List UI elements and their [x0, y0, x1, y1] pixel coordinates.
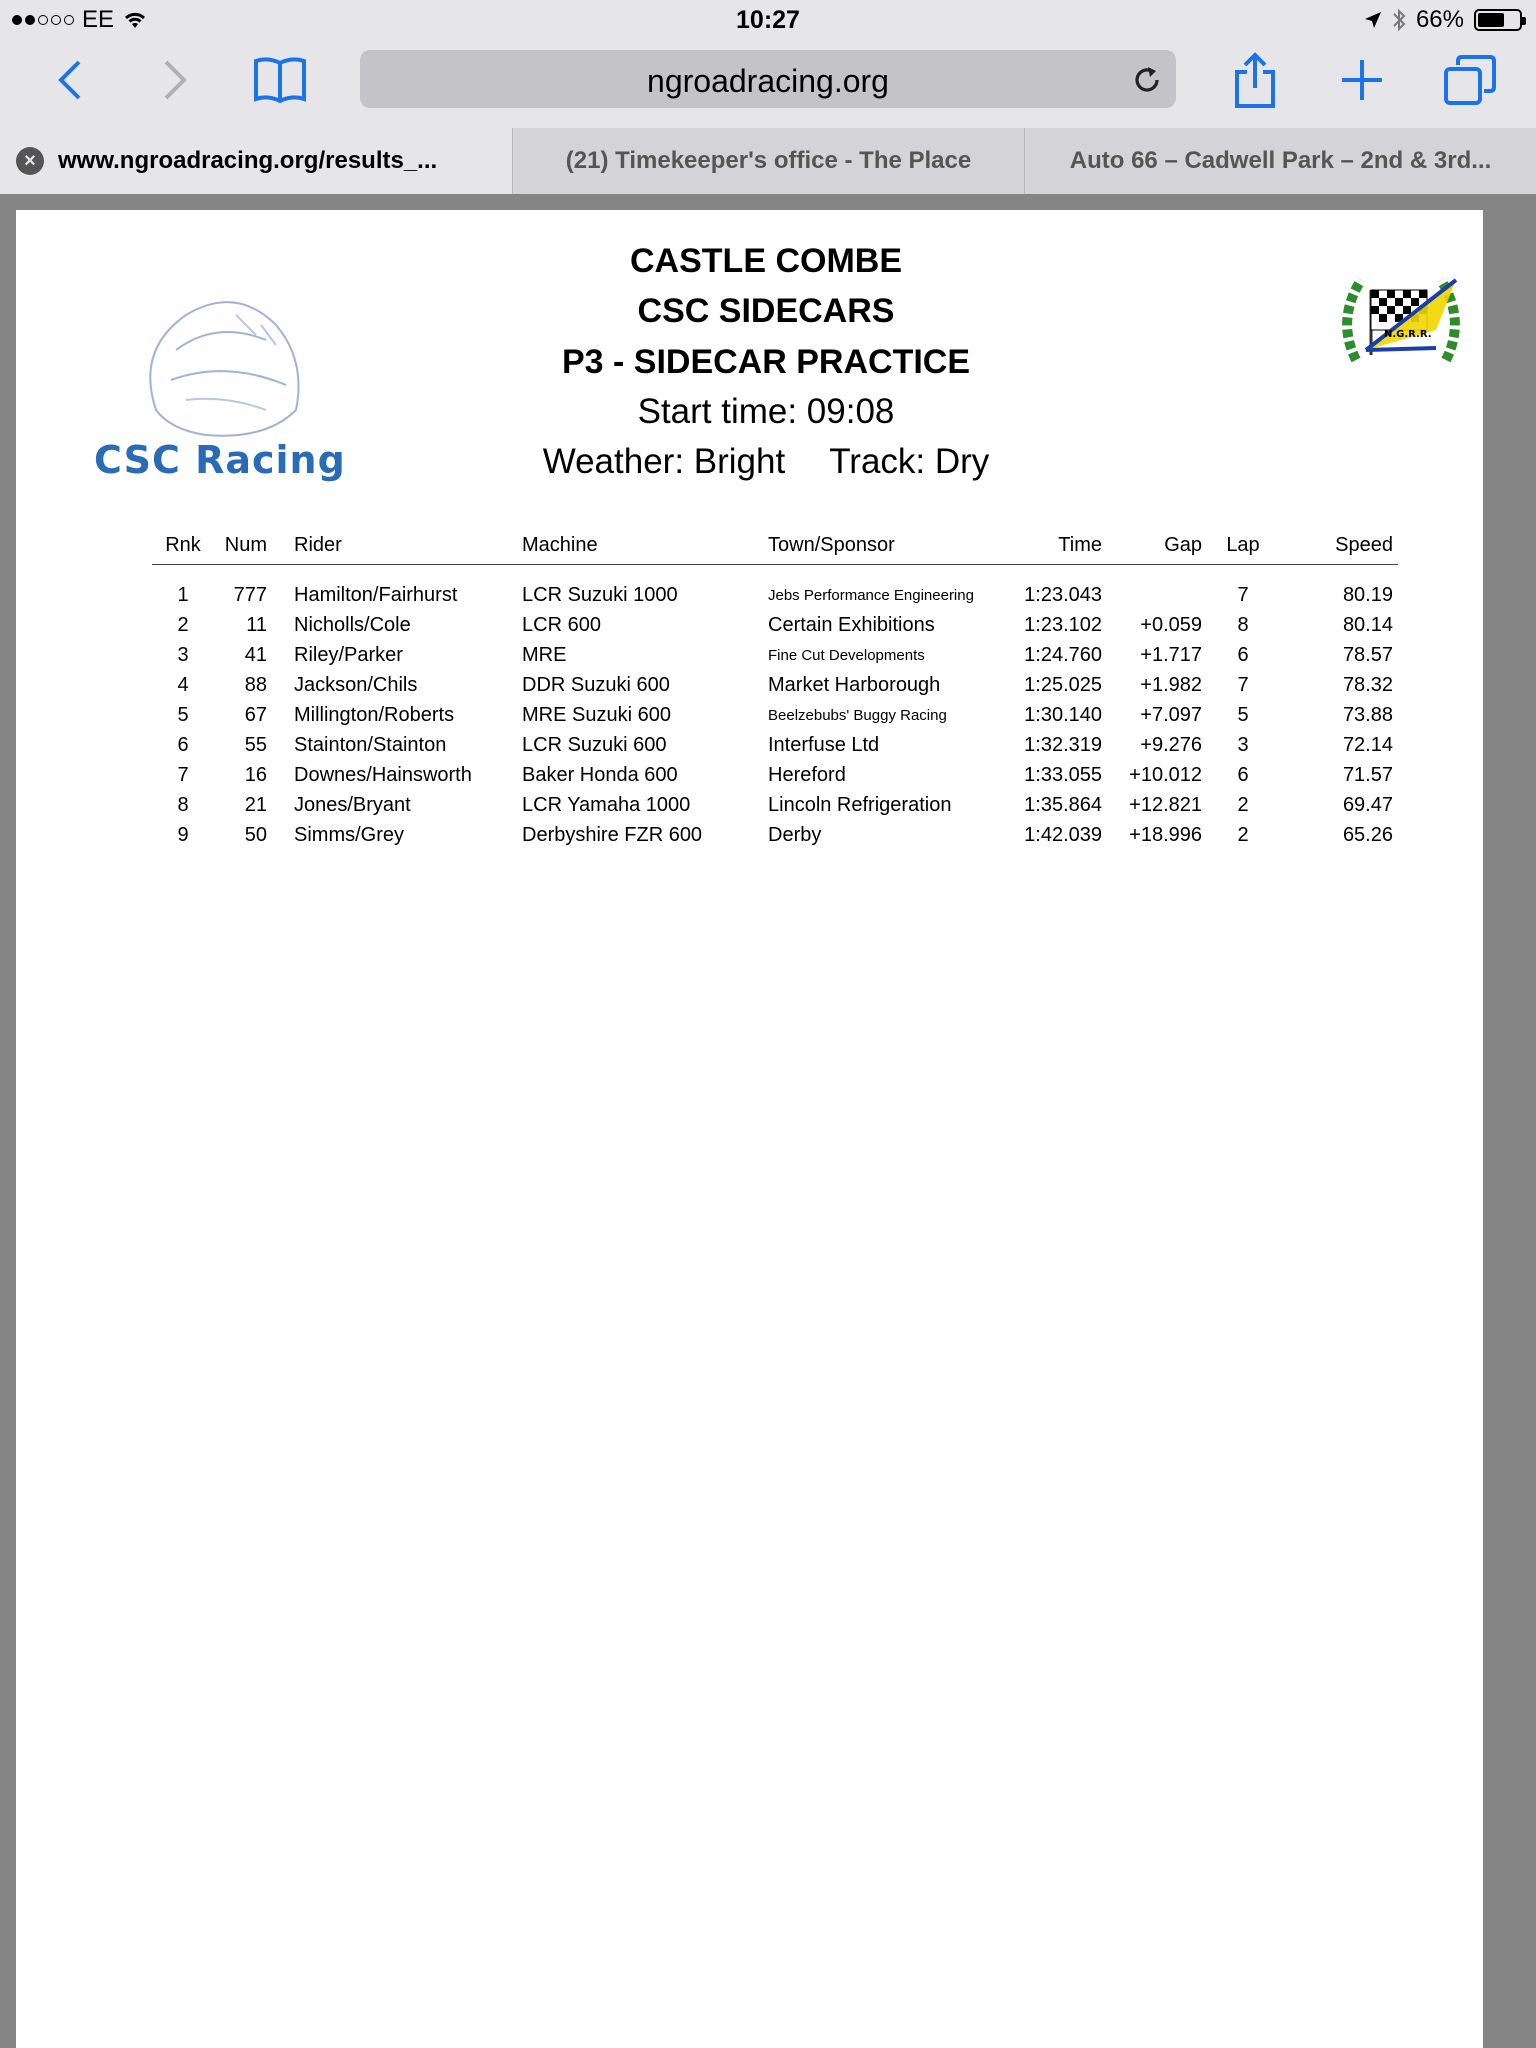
cell-rank: 8 — [177, 793, 189, 816]
location-arrow-icon — [1364, 11, 1382, 29]
session-title: P3 - SIDECAR PRACTICE — [561, 343, 971, 381]
cell-speed: 80.19 — [1342, 583, 1393, 606]
tab-results[interactable] — [0, 128, 512, 194]
cell-sponsor: Certain Exhibitions — [768, 613, 935, 636]
cell-rank: 2 — [177, 613, 189, 636]
cell-rider: Riley/Parker — [294, 643, 403, 666]
back-icon — [55, 58, 85, 102]
tab-label: (21) Timekeeper's office - The Place — [565, 147, 972, 174]
bluetooth-icon — [1392, 8, 1406, 32]
table-row — [152, 760, 1398, 790]
cell-time: 1:33.055 — [1024, 763, 1102, 786]
battery-icon — [1474, 9, 1522, 31]
cell-sponsor: Jebs Performance Engineering — [768, 586, 974, 604]
col-rnk: Rnk — [152, 532, 214, 564]
cell-lap: 2 — [1237, 793, 1249, 816]
cell-rider: Simms/Grey — [294, 823, 404, 846]
bookmarks-icon — [252, 55, 308, 105]
cell-machine: LCR Suzuki 1000 — [522, 583, 678, 606]
tab-timekeeper[interactable] — [512, 128, 1024, 194]
table-row — [152, 700, 1398, 730]
cell-time: 1:24.760 — [1024, 643, 1102, 666]
table-header — [152, 532, 1398, 564]
cell-lap: 6 — [1237, 763, 1249, 786]
cell-speed: 71.57 — [1342, 763, 1393, 786]
clock: 10:27 — [736, 6, 800, 34]
cell-rank: 9 — [177, 823, 189, 846]
cell-gap: +1.717 — [1140, 643, 1202, 666]
cell-sponsor: Derby — [768, 823, 822, 846]
battery-level — [1478, 13, 1504, 27]
results-table — [152, 532, 1398, 850]
table-row — [152, 580, 1398, 610]
cell-time: 1:35.864 — [1024, 793, 1102, 816]
cell-speed: 73.88 — [1342, 703, 1393, 726]
cell-time: 1:42.039 — [1024, 823, 1102, 846]
new-tab-icon — [1338, 56, 1386, 104]
cell-gap: +12.821 — [1129, 793, 1202, 816]
cell-time: 1:23.102 — [1024, 613, 1102, 636]
cell-rider: Downes/Hainsworth — [294, 763, 472, 786]
cell-rider: Millington/Roberts — [294, 703, 455, 726]
col-gap: Gap — [1107, 532, 1207, 564]
cell-lap: 7 — [1237, 673, 1249, 696]
logo-right-text: N.G.R.R. — [1384, 329, 1432, 340]
tab-label: www.ngroadracing.org/results_... — [58, 147, 438, 174]
battery-percent: 66% — [1415, 6, 1464, 33]
weather-text: Weather: Bright — [542, 442, 786, 481]
start-time: Start time: 09:08 — [637, 392, 895, 431]
tabs-icon — [1443, 54, 1497, 106]
cell-gap: +1.982 — [1140, 673, 1202, 696]
bookmarks-button[interactable] — [250, 50, 310, 110]
cell-number: 55 — [244, 733, 267, 756]
cell-machine: LCR Yamaha 1000 — [522, 793, 691, 816]
address-bar[interactable] — [360, 50, 1176, 108]
table-row — [152, 730, 1398, 760]
cell-rider: Jackson/Chils — [294, 673, 418, 696]
cell-number: 21 — [244, 793, 267, 816]
cell-machine: LCR Suzuki 600 — [522, 733, 667, 756]
cell-machine: Derbyshire FZR 600 — [522, 823, 703, 846]
cell-sponsor: Market Harborough — [768, 673, 941, 696]
cell-rank: 1 — [177, 583, 189, 606]
cell-rider: Stainton/Stainton — [294, 733, 447, 756]
forward-icon — [160, 58, 190, 102]
tab-auto66[interactable] — [1024, 128, 1536, 194]
status-bar — [0, 0, 1536, 40]
cell-time: 1:32.319 — [1024, 733, 1102, 756]
cell-speed: 78.32 — [1342, 673, 1393, 696]
cell-rider: Jones/Bryant — [294, 793, 411, 816]
share-button[interactable] — [1225, 50, 1285, 110]
cell-time: 1:25.025 — [1024, 673, 1102, 696]
cell-number: 11 — [246, 613, 267, 636]
cell-lap: 5 — [1237, 703, 1249, 726]
cell-gap: +18.996 — [1129, 823, 1202, 846]
cell-speed: 80.14 — [1342, 613, 1393, 636]
cell-machine: MRE Suzuki 600 — [522, 703, 671, 726]
forward-button[interactable] — [145, 50, 205, 110]
conditions-line — [16, 442, 1516, 482]
class-title: CSC SIDECARS — [637, 292, 895, 330]
cell-gap: +0.059 — [1140, 613, 1202, 636]
close-tab-icon[interactable]: × — [16, 147, 44, 175]
share-icon — [1233, 52, 1277, 108]
address-text: ngroadracing.org — [647, 63, 889, 99]
table-row — [152, 790, 1398, 820]
browser-toolbar — [0, 40, 1536, 128]
cell-number: 777 — [233, 583, 267, 606]
cell-machine: Baker Honda 600 — [522, 763, 678, 786]
cell-gap: +7.097 — [1140, 703, 1202, 726]
cell-gap: +10.012 — [1129, 763, 1202, 786]
cell-sponsor: Lincoln Refrigeration — [768, 793, 952, 816]
cell-rank: 5 — [177, 703, 189, 726]
cell-lap: 3 — [1237, 733, 1249, 756]
col-time: Time — [1011, 532, 1107, 564]
cell-sponsor: Hereford — [768, 763, 846, 786]
reload-icon[interactable] — [1130, 63, 1164, 97]
cell-lap: 6 — [1237, 643, 1249, 666]
cell-rank: 3 — [177, 643, 189, 666]
cell-number: 41 — [244, 643, 267, 666]
col-speed: Speed — [1279, 532, 1398, 564]
cell-number: 16 — [244, 763, 267, 786]
cell-machine: LCR 600 — [522, 613, 601, 636]
cell-number: 67 — [244, 703, 267, 726]
cell-rank: 4 — [177, 673, 189, 696]
tabs-button[interactable] — [1440, 50, 1500, 110]
cell-number: 88 — [244, 673, 267, 696]
tab-label: Auto 66 – Cadwell Park – 2nd & 3rd... — [1069, 147, 1492, 174]
cell-lap: 8 — [1237, 613, 1249, 636]
col-num: Num — [214, 532, 272, 564]
carrier-name: EE — [82, 6, 115, 33]
results-document[interactable] — [16, 210, 1483, 2048]
cell-lap: 2 — [1237, 823, 1249, 846]
cell-sponsor: Beelzebubs' Buggy Racing — [768, 706, 947, 724]
cell-lap: 7 — [1237, 583, 1249, 606]
col-rider: Rider — [272, 532, 517, 564]
col-lap: Lap — [1207, 532, 1279, 564]
table-row — [152, 640, 1398, 670]
cell-gap — [1107, 580, 1207, 610]
cell-speed: 78.57 — [1342, 643, 1393, 666]
track-text: Track: Dry — [829, 442, 990, 481]
cell-machine: MRE — [522, 643, 567, 666]
col-machine: Machine — [517, 532, 763, 564]
cell-time: 1:23.043 — [1024, 583, 1102, 606]
cell-gap: +9.276 — [1140, 733, 1202, 756]
cell-speed: 72.14 — [1342, 733, 1393, 756]
table-row — [152, 610, 1398, 640]
new-tab-button[interactable] — [1332, 50, 1392, 110]
tab-bar — [0, 128, 1536, 194]
cell-speed: 65.26 — [1342, 823, 1393, 846]
venue-title: CASTLE COMBE — [630, 242, 902, 280]
cell-speed: 69.47 — [1342, 793, 1393, 816]
cell-time: 1:30.140 — [1024, 703, 1102, 726]
status-right — [1364, 6, 1522, 34]
table-row — [152, 820, 1398, 850]
cell-sponsor: Interfuse Ltd — [768, 733, 880, 756]
results-body — [152, 564, 1398, 850]
cell-rider: Hamilton/Fairhurst — [294, 583, 458, 606]
logo-left-text: CSC Racing — [94, 438, 346, 482]
cell-sponsor: Fine Cut Developments — [768, 646, 925, 664]
back-button[interactable] — [40, 50, 100, 110]
cell-rider: Nicholls/Cole — [294, 613, 411, 636]
table-row — [152, 670, 1398, 700]
cell-rank: 6 — [177, 733, 189, 756]
cell-number: 50 — [244, 823, 267, 846]
cell-rank: 7 — [177, 763, 189, 786]
col-sponsor: Town/Sponsor — [763, 532, 1011, 564]
cell-machine: DDR Suzuki 600 — [522, 673, 670, 696]
